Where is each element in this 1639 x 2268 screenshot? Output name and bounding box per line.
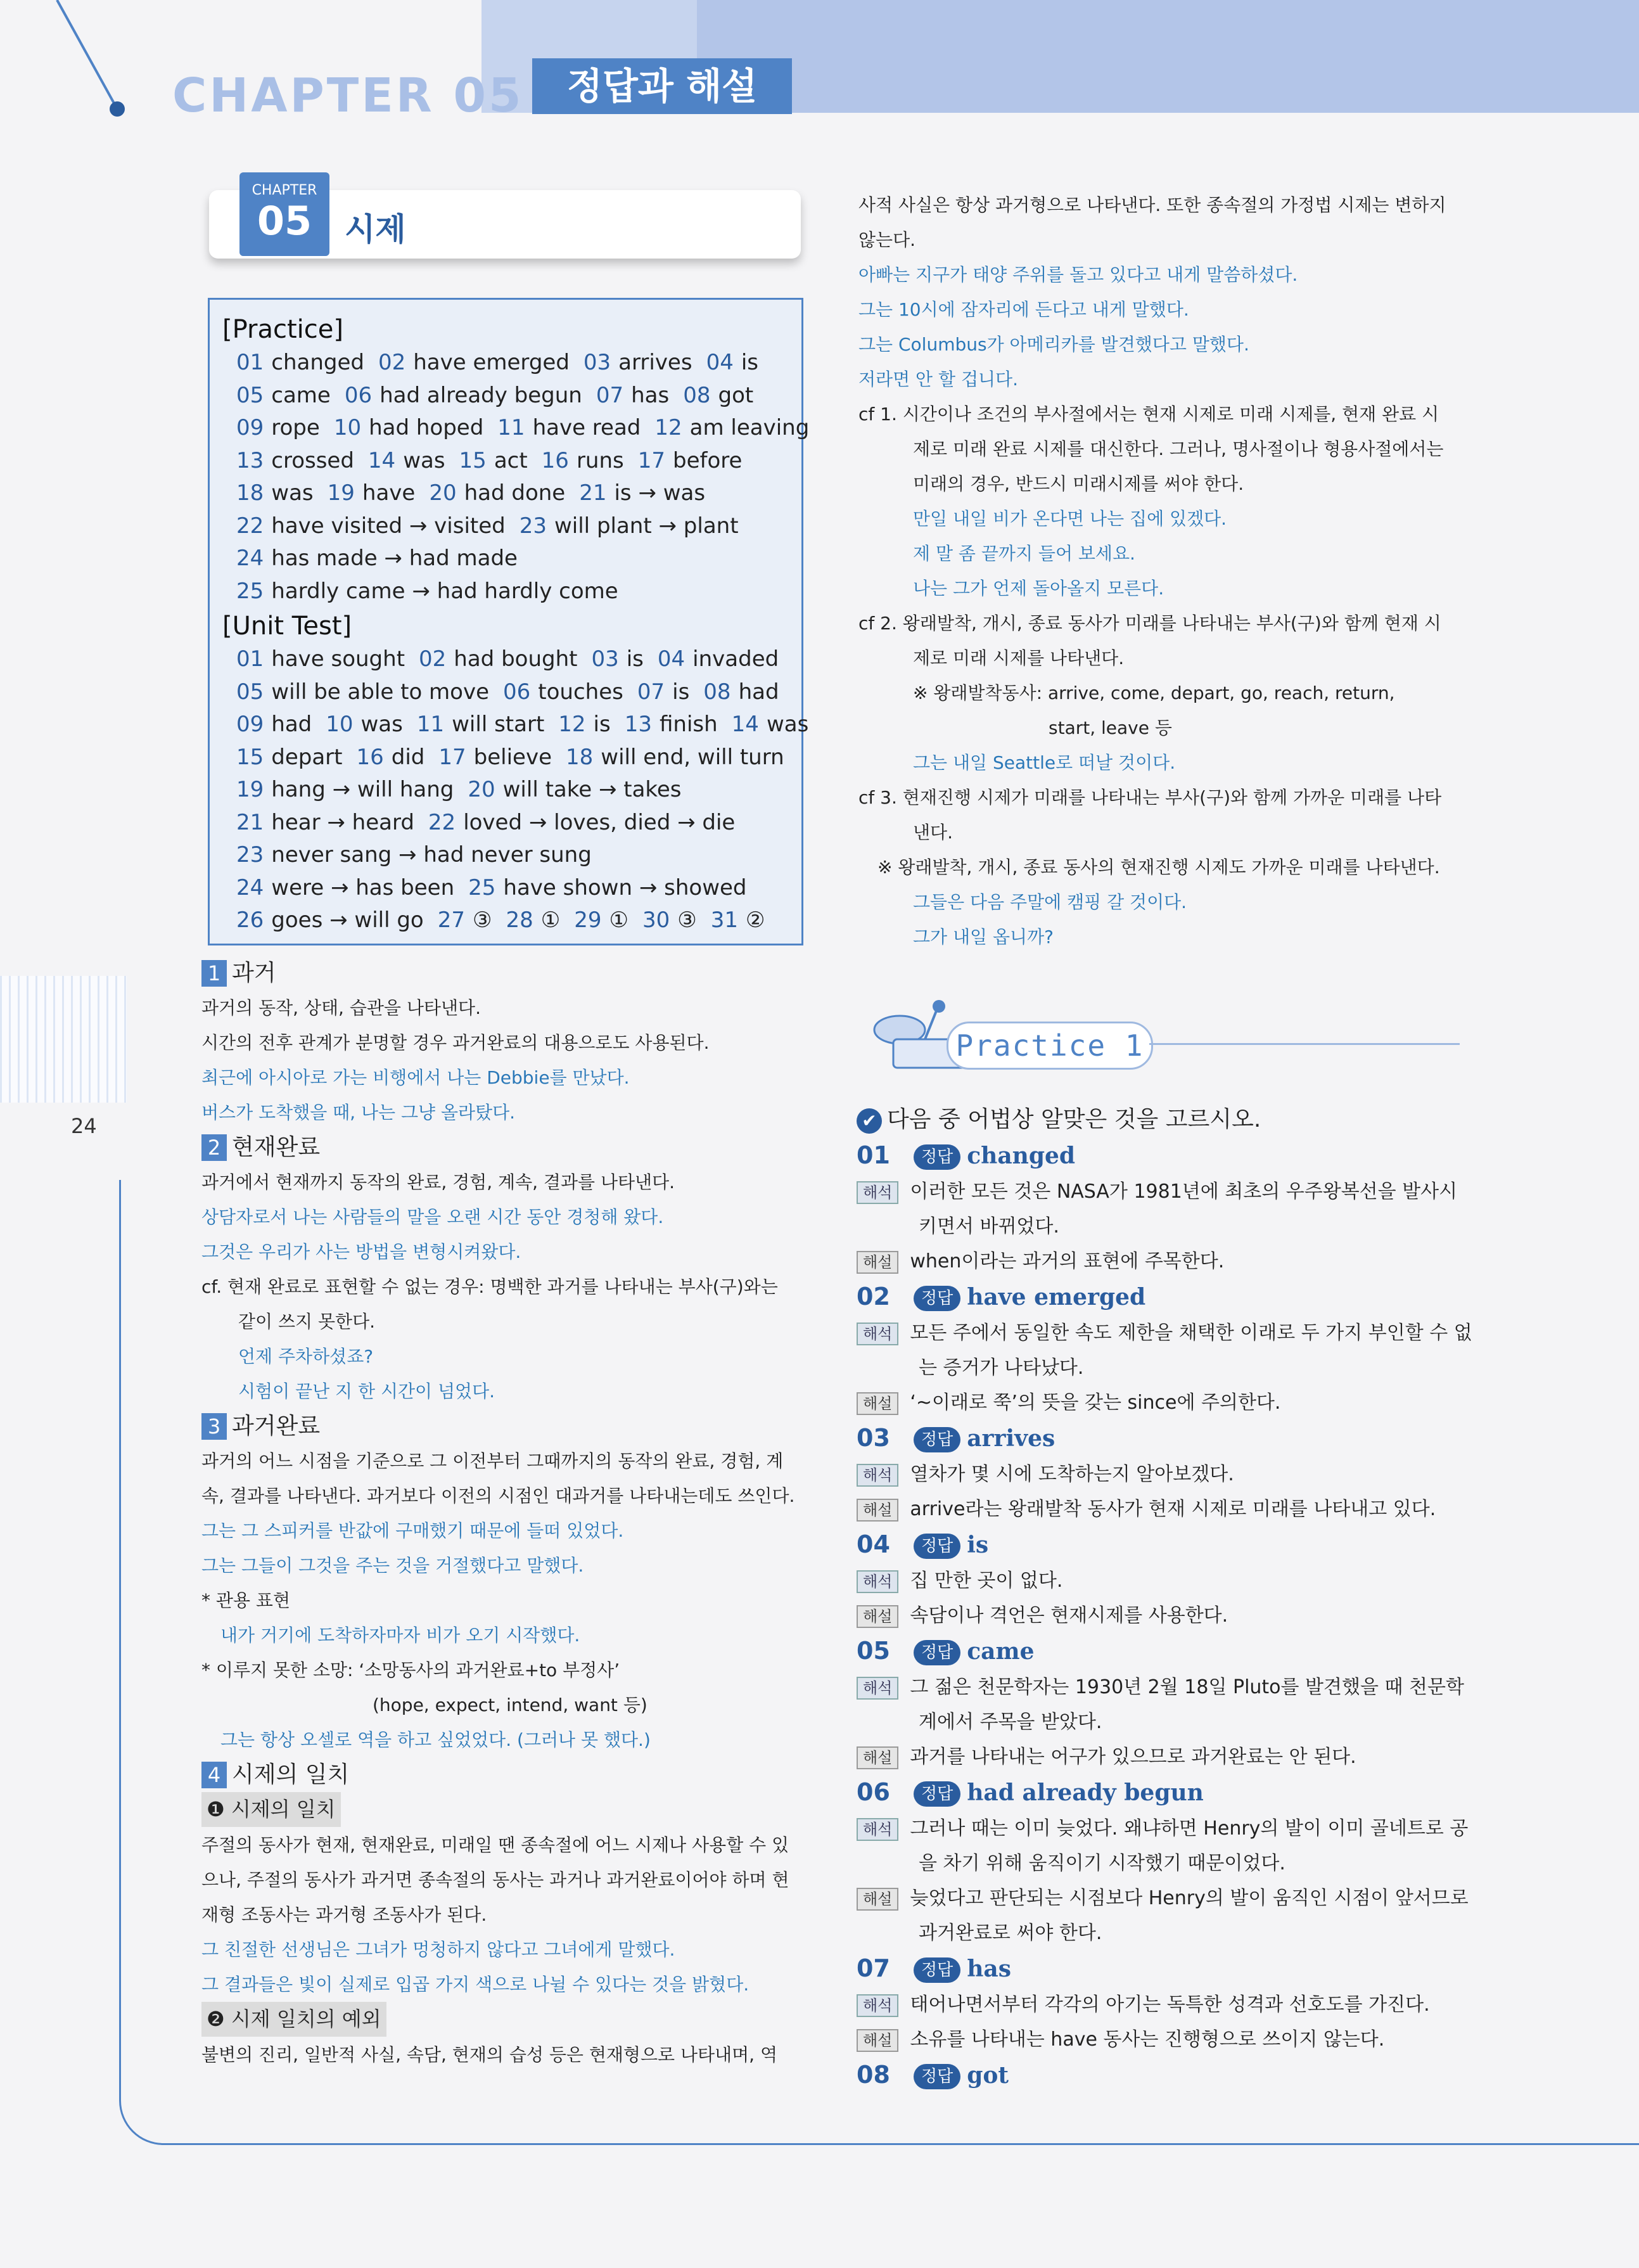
- answer-value: arrives: [618, 350, 692, 375]
- commentary-tag: 해설: [857, 2029, 898, 2052]
- explanation-text: 속담이나 격언은 현재시제를 사용한다.: [910, 1605, 1228, 1627]
- question-answer: [857, 1951, 1465, 1987]
- answer-value: will start: [452, 712, 545, 737]
- example-sentence: 만일 내일 비가 온다면 나는 집에 있겠다.: [913, 508, 1227, 529]
- translation-tag: 해석: [857, 1464, 898, 1487]
- practice-rule: [1149, 1043, 1460, 1045]
- text-line: 같이 쓰지 못한다.: [238, 1311, 376, 1332]
- text-line: cf 1. 시간이나 조건의 부사절에서는 현재 시제로 미래 시제를, 현재 완료 시: [858, 404, 1439, 425]
- answer-value: goes → will go: [271, 907, 424, 933]
- explanation-line: [857, 1563, 1465, 1598]
- answer-badge: 정답: [914, 2064, 960, 2089]
- answer-number: 07: [596, 382, 624, 408]
- example-sentence: 나는 그가 언제 돌아올지 모른다.: [913, 578, 1164, 599]
- answer-value: is: [626, 646, 644, 672]
- answer-badge: 정답: [914, 1957, 960, 1983]
- answer-value: hang → will hang: [271, 777, 454, 802]
- answer-number: 28: [506, 907, 533, 933]
- answer-number: 02: [419, 646, 447, 672]
- explanation-text: 늦었다고 판단되는 시점보다 Henry의 발이 움직인 시점이 앞서므로: [910, 1887, 1469, 1909]
- answer-number: 15: [236, 744, 264, 770]
- answer-value: was: [403, 447, 445, 473]
- example-sentence: 그는 항상 오셀로 역을 하고 싶었었다. (그러나 못 했다.): [220, 1729, 651, 1750]
- translation-tag: 해석: [857, 1994, 898, 2017]
- explanation-line: [857, 1316, 1472, 1350]
- answer-line: [222, 708, 809, 741]
- answer-line: [222, 774, 789, 807]
- answer-number: 23: [519, 513, 547, 539]
- explanation-text: when이라는 과거의 표현에 주목한다.: [910, 1250, 1225, 1272]
- text-line: cf 2. 왕래발착, 개시, 종료 동사가 미래를 나타내는 부사(구)와 함께 현재 시: [858, 613, 1441, 634]
- commentary-tag: 해설: [857, 1392, 898, 1415]
- answer-value: have read: [532, 415, 641, 440]
- answer-line: [222, 839, 789, 872]
- text-line: 과거의 어느 시점을 기준으로 그 이전부터 그때까지의 동작의 완료, 경험, 계: [201, 1451, 784, 1471]
- explanation-text: 열차가 몇 시에 도착하는지 알아보겠다.: [910, 1463, 1234, 1485]
- example-sentence: 그는 그들이 그것을 주는 것을 거절했다고 말했다.: [201, 1555, 584, 1576]
- chapter-badge-number: 05: [257, 198, 312, 244]
- answer-box: [208, 298, 810, 945]
- text-line: * 이루지 못한 소망: ‘소망동사의 과거완료+to 부정사’: [201, 1660, 620, 1681]
- answer-value: ①: [609, 907, 628, 933]
- question-answer: [857, 1137, 1465, 1174]
- answer-number: 20: [468, 777, 495, 802]
- answer-number: 04: [657, 646, 686, 672]
- page-number: 24: [71, 1114, 97, 1138]
- answer-number: 14: [731, 712, 759, 737]
- answer-number: 08: [703, 679, 731, 705]
- explanation-line: [857, 1492, 1465, 1527]
- answer-value: have sought: [271, 646, 405, 672]
- chapter-heading: CHAPTER 05: [172, 68, 524, 123]
- answer-badge: 정답: [914, 1286, 960, 1311]
- example-sentence: 그들은 다음 주말에 캠핑 갈 것이다.: [913, 892, 1187, 913]
- explanation-text: 계에서 주목을 받았다.: [919, 1711, 1102, 1733]
- text-line: start, leave 등: [1049, 717, 1172, 738]
- answer-line: [222, 510, 789, 543]
- text-line: 제로 미래 시제를 나타낸다.: [913, 648, 1125, 669]
- answer-line: [222, 904, 789, 937]
- section-heading: [201, 956, 810, 990]
- question-number: 01: [857, 1141, 890, 1169]
- answer-badge: 정답: [914, 1640, 960, 1665]
- answer-number: 11: [497, 415, 525, 440]
- answer-value: was: [271, 480, 314, 506]
- practice-answers: [857, 1101, 1472, 2094]
- answer-number: 19: [236, 777, 264, 802]
- text-line: 미래의 경우, 반드시 미래시제를 써야 한다.: [913, 473, 1244, 494]
- translation-tag: 해석: [857, 1677, 898, 1700]
- answer-value: was: [360, 712, 403, 737]
- practice-heading: [Practice]: [222, 315, 343, 344]
- text-line: 제로 미래 완료 시제를 대신한다. 그러나, 명사절이나 형용사절에서는: [913, 439, 1444, 459]
- header-band-dark: [697, 0, 1639, 113]
- answer-badge: 정답: [914, 1781, 960, 1807]
- answer-value: believe: [473, 744, 552, 770]
- section-title: 과거: [232, 960, 276, 986]
- text-line: 과거에서 현재까지 동작의 완료, 경험, 계속, 결과를 나타낸다.: [201, 1172, 675, 1193]
- answer-value: is → was: [614, 480, 706, 506]
- commentary-tag: 해설: [857, 1746, 898, 1769]
- example-sentence: 상담자로서 나는 사람들의 말을 오랜 시간 동안 경청해 왔다.: [201, 1207, 664, 1227]
- answer-value: invaded: [692, 646, 779, 672]
- explanation-text: 집 만한 곳이 없다.: [910, 1570, 1063, 1592]
- question-number: 03: [857, 1424, 890, 1452]
- answer-number: 22: [236, 513, 264, 539]
- section-number: 2: [201, 1134, 227, 1161]
- translation-tag: 해석: [857, 1181, 898, 1204]
- corner-decoration: [0, 0, 127, 127]
- answer-line: [222, 807, 789, 840]
- section-heading: [201, 1130, 810, 1165]
- text-line: * 관용 표현: [201, 1590, 290, 1611]
- text-line: 으나, 주절의 동사가 과거면 종속절의 동사는 과거나 과거완료이어야 하며 현: [201, 1869, 789, 1890]
- answer-number: 20: [429, 480, 457, 506]
- commentary-tag: 해설: [857, 1499, 898, 1522]
- checkmark-icon: ✔: [857, 1108, 882, 1134]
- answer-line: [222, 872, 789, 905]
- answer-value: will plant → plant: [554, 513, 739, 539]
- explanation-text: 태어나면서부터 각각의 아기는 독특한 성격과 선호도를 가진다.: [910, 1994, 1430, 2016]
- answer-line: [222, 643, 789, 676]
- explanation-text: 과거완료로 써야 한다.: [919, 1922, 1102, 1944]
- explanation-text: ‘~이래로 쭉’의 뜻을 갖는 since에 주의한다.: [910, 1392, 1281, 1414]
- text-line: 않는다.: [858, 229, 916, 250]
- answer-number: 18: [236, 480, 264, 506]
- text-line: cf. 현재 완료로 표현할 수 없는 경우: 명백한 과거를 나타내는 부사(구)와는: [201, 1276, 778, 1297]
- example-sentence: 그 친절한 선생님은 그녀가 멍청하지 않다고 그녀에게 말했다.: [201, 1939, 675, 1960]
- question-answer: [857, 1527, 1465, 1563]
- question-number: 06: [857, 1778, 890, 1806]
- answer-value: ①: [540, 907, 561, 933]
- answer-value: will end, will turn: [601, 744, 784, 770]
- answer-number: 31: [710, 907, 738, 933]
- explanation-text: 는 증거가 나타났다.: [919, 1357, 1084, 1379]
- example-sentence: 그는 Columbus가 아메리카를 발견했다고 말했다.: [858, 334, 1249, 355]
- answer-value: finish: [659, 712, 718, 737]
- answer-value: have: [362, 480, 416, 506]
- explanation-line: [857, 1739, 1465, 1774]
- answer-value: touches: [538, 679, 623, 705]
- answer-text: came: [967, 1638, 1035, 1665]
- example-sentence: 그 결과들은 빛이 실제로 입곱 가지 색으로 나뉠 수 있다는 것을 밝혔다.: [201, 1974, 749, 1995]
- explanation-text: 키면서 바뀌었다.: [919, 1215, 1059, 1238]
- answer-value: hardly came → had hardly come: [271, 578, 618, 604]
- explanation-line: [857, 1670, 1465, 1705]
- answer-value: had done: [464, 480, 566, 506]
- answer-text: have emerged: [967, 1284, 1146, 1310]
- answer-value: am leaving: [689, 415, 810, 440]
- explanation-line: [857, 1916, 1465, 1951]
- answer-number: 17: [637, 447, 665, 473]
- answer-line: [222, 380, 789, 413]
- explanation-line: [857, 1350, 1465, 1385]
- answer-value: hear → heard: [271, 809, 414, 835]
- answer-number: 17: [438, 744, 466, 770]
- explanation-line: [857, 1846, 1465, 1881]
- text-line: 속, 결과를 나타낸다. 과거보다 이전의 시점인 대과거를 나타내는데도 쓰인다.: [201, 1485, 795, 1506]
- answer-number: 12: [654, 415, 682, 440]
- example-sentence: 최근에 아시아로 가는 비행에서 나는 Debbie를 만났다.: [201, 1067, 630, 1088]
- section-tab: 정답과 해설: [532, 58, 792, 114]
- section-title: 시제의 일치: [232, 1762, 350, 1788]
- section-heading: [201, 1757, 810, 1792]
- question-answer: [857, 1633, 1465, 1670]
- translation-tag: 해석: [857, 1818, 898, 1841]
- answer-number: 23: [236, 842, 264, 868]
- answer-line: [222, 575, 789, 608]
- example-sentence: 그가 내일 옵니까?: [913, 926, 1054, 947]
- answer-number: 26: [236, 907, 264, 933]
- page-title: 시제: [345, 211, 406, 248]
- question-number: 07: [857, 1954, 890, 1982]
- example-sentence: 아빠는 지구가 태양 주위를 돌고 있다고 내게 말씀하셨다.: [858, 264, 1298, 285]
- answer-number: 05: [236, 382, 264, 408]
- text-line: 불변의 진리, 일반적 사실, 속담, 현재의 습성 등은 현재형으로 나타내며, 역: [201, 2044, 778, 2065]
- instruction: [857, 1101, 1465, 1137]
- answer-value: have emerged: [413, 350, 570, 375]
- answer-text: is: [967, 1532, 989, 1558]
- answer-badge: 정답: [914, 1427, 960, 1452]
- section-number: 3: [201, 1413, 227, 1440]
- answer-value: had: [738, 679, 779, 705]
- answer-value: never sang → had never sung: [271, 842, 592, 868]
- answer-line: [222, 347, 789, 380]
- question-number: 05: [857, 1637, 890, 1665]
- answer-value: had hoped: [369, 415, 484, 440]
- example-sentence: 그것은 우리가 사는 방법을 변형시켜왔다.: [201, 1241, 521, 1262]
- answer-value: depart: [271, 744, 343, 770]
- answer-text: has: [967, 1956, 1012, 1982]
- subsection-heading: [201, 2002, 810, 2037]
- explanation-line: [857, 1209, 1465, 1244]
- example-sentence: 언제 주차하셨죠?: [238, 1346, 374, 1367]
- answer-number: 06: [344, 382, 373, 408]
- text-line: cf 3. 현재진행 시제가 미래를 나타내는 부사(구)와 함께 가까운 미래를 나타: [858, 787, 1442, 808]
- answer-number: 03: [591, 646, 619, 672]
- answer-text: got: [967, 2062, 1009, 2089]
- answer-value: got: [718, 382, 754, 408]
- answer-badge: 정답: [914, 1144, 960, 1170]
- answer-number: 27: [437, 907, 465, 933]
- answer-value: before: [673, 447, 743, 473]
- answer-number: 06: [503, 679, 531, 705]
- answer-number: 05: [236, 679, 264, 705]
- answer-number: 16: [541, 447, 569, 473]
- answer-value: ③: [473, 907, 492, 933]
- answer-number: 14: [367, 447, 396, 473]
- explanation-line: [857, 1598, 1465, 1633]
- answer-line: [222, 477, 789, 510]
- text-line: 시간의 전후 관계가 분명할 경우 과거완료의 대용으로도 사용된다.: [201, 1032, 710, 1053]
- question-answer: [857, 2057, 1465, 2094]
- answer-value: loved → loves, died → die: [463, 809, 736, 835]
- section-number: 1: [201, 960, 227, 987]
- example-sentence: 내가 거기에 도착하자마자 비가 오기 시작했다.: [220, 1625, 580, 1646]
- example-sentence: 저라면 안 할 겁니다.: [858, 369, 1018, 390]
- answer-line: [222, 542, 789, 575]
- explanation-line: [857, 1244, 1465, 1279]
- answer-number: 30: [642, 907, 670, 933]
- question-number: 02: [857, 1283, 890, 1310]
- answer-line: [222, 676, 789, 709]
- answer-value: have shown → showed: [503, 875, 747, 900]
- answer-value: ③: [677, 907, 697, 933]
- answer-number: 08: [683, 382, 711, 408]
- answer-value: had bought: [454, 646, 578, 672]
- question-number: 08: [857, 2061, 890, 2089]
- right-column-top: [858, 188, 1467, 954]
- commentary-tag: 해설: [857, 1605, 898, 1628]
- explanation-line: [857, 1385, 1465, 1420]
- explanation-line: [857, 1881, 1469, 1916]
- answer-number: 24: [236, 546, 264, 571]
- answer-line: [222, 741, 789, 774]
- left-margin-band: [0, 976, 127, 1103]
- commentary-tag: 해설: [857, 1888, 898, 1911]
- answer-number: 19: [327, 480, 355, 506]
- answer-value: act: [494, 447, 528, 473]
- answer-number: 09: [236, 712, 264, 737]
- answer-value: ②: [746, 907, 765, 933]
- chapter-badge-label: CHAPTER: [252, 183, 317, 198]
- explanation-line: [857, 2022, 1465, 2057]
- example-sentence: 그는 10시에 잠자리에 든다고 내게 말했다.: [858, 299, 1189, 320]
- answer-number: 16: [356, 744, 384, 770]
- question-answer: [857, 1774, 1465, 1811]
- question-answer: [857, 1420, 1465, 1457]
- explanation-text: 소유를 나타내는 have 동사는 진행형으로 쓰이지 않는다.: [910, 2028, 1385, 2051]
- question-answer: [857, 1279, 1465, 1316]
- answer-number: 15: [459, 447, 487, 473]
- text-line: 낸다.: [913, 822, 953, 843]
- answer-number: 21: [579, 480, 607, 506]
- answer-value: will take → takes: [502, 777, 682, 802]
- answer-badge: 정답: [914, 1534, 960, 1559]
- subsection-heading: [201, 1792, 810, 1828]
- text-line: 주절의 동사가 현재, 현재완료, 미래일 땐 종속절에 어느 시제나 사용할 수 있: [201, 1835, 789, 1855]
- translation-tag: 해석: [857, 1323, 898, 1345]
- answer-number: 09: [236, 415, 264, 440]
- example-sentence: 그는 내일 Seattle로 떠날 것이다.: [913, 752, 1176, 773]
- answer-number: 21: [236, 809, 264, 835]
- example-sentence: 버스가 도착했을 때, 나는 그냥 올라탔다.: [201, 1102, 516, 1123]
- answer-value: is: [741, 350, 759, 375]
- answer-value: was: [766, 712, 809, 737]
- answer-number: 10: [333, 415, 362, 440]
- answer-value: will be able to move: [271, 679, 490, 705]
- text-line: 재형 조동사는 과거형 조동사가 된다.: [201, 1904, 487, 1925]
- answer-value: is: [593, 712, 611, 737]
- answer-number: 25: [236, 578, 264, 604]
- explanation-line: [857, 1457, 1465, 1492]
- explanation-line: [857, 1987, 1465, 2022]
- explanation-text: 모든 주에서 동일한 속도 제한을 채택한 이래로 두 가지 부인할 수 없: [910, 1322, 1472, 1344]
- section-number: 4: [201, 1762, 227, 1788]
- subsection-label: ❶ 시제의 일치: [201, 1792, 341, 1827]
- answer-value: changed: [271, 350, 364, 375]
- instruction-text: 다음 중 어법상 알맞은 것을 고르시오.: [887, 1106, 1261, 1132]
- answer-line: [222, 445, 789, 478]
- answer-value: has made → had made: [271, 546, 518, 571]
- answer-number: 07: [637, 679, 665, 705]
- answer-number: 03: [583, 350, 611, 375]
- example-sentence: 제 말 좀 끝까지 들어 보세요.: [913, 543, 1135, 564]
- practice-label: Practice 1: [947, 1022, 1153, 1070]
- question-number: 04: [857, 1530, 890, 1558]
- answer-number: 04: [706, 350, 734, 375]
- section-heading: [201, 1409, 810, 1444]
- answer-value: did: [391, 744, 425, 770]
- answer-number: 11: [416, 712, 445, 737]
- answer-value: had already begun: [379, 382, 582, 408]
- commentary-tag: 해설: [857, 1251, 898, 1274]
- answer-number: 13: [624, 712, 652, 737]
- answer-value: crossed: [271, 447, 354, 473]
- answer-number: 02: [378, 350, 406, 375]
- text-line: ※ 왕래발착, 개시, 종료 동사의 현재진행 시제도 가까운 미래를 나타낸다.: [877, 857, 1440, 878]
- unit-test-heading: [Unit Test]: [222, 612, 352, 641]
- left-column: [201, 956, 810, 2072]
- translation-tag: 해석: [857, 1570, 898, 1593]
- answer-value: runs: [576, 447, 624, 473]
- text-line: (hope, expect, intend, want 등): [373, 1695, 647, 1715]
- answer-number: 01: [236, 350, 264, 375]
- text-line: 사적 사실은 항상 과거형으로 나타낸다. 또한 종속절의 가정법 시제는 변하지: [858, 195, 1446, 215]
- answer-text: changed: [967, 1143, 1076, 1169]
- example-sentence: 시험이 끝난 지 한 시간이 넘었다.: [238, 1381, 495, 1402]
- explanation-text: 을 차기 위해 움직이기 시작했기 때문이었다.: [919, 1852, 1285, 1874]
- answer-number: 25: [468, 875, 496, 900]
- text-line: ※ 왕래발착동사: arrive, come, depart, go, reach, return,: [913, 682, 1395, 703]
- text-line: 과거의 동작, 상태, 습관을 나타낸다.: [201, 997, 481, 1018]
- explanation-line: [857, 1811, 1469, 1846]
- answer-value: have visited → visited: [271, 513, 506, 539]
- explanation-text: 그 젊은 천문학자는 1930년 2월 18일 Pluto를 발견했을 때 천문학: [910, 1676, 1464, 1698]
- answer-value: has: [631, 382, 670, 408]
- answer-number: 22: [428, 809, 456, 835]
- answer-line: [222, 412, 810, 445]
- answer-value: is: [672, 679, 690, 705]
- answer-value: were → has been: [271, 875, 455, 900]
- answer-number: 18: [566, 744, 594, 770]
- answer-number: 12: [558, 712, 586, 737]
- answer-number: 01: [236, 646, 264, 672]
- answer-value: had: [271, 712, 312, 737]
- answer-number: 24: [236, 875, 264, 900]
- answer-number: 29: [574, 907, 602, 933]
- example-sentence: 그는 그 스피커를 반값에 구매했기 때문에 들떠 있었다.: [201, 1520, 624, 1541]
- explanation-line: [857, 1174, 1465, 1209]
- answer-value: rope: [271, 415, 320, 440]
- section-title: 과거완료: [232, 1413, 321, 1439]
- answer-number: 13: [236, 447, 264, 473]
- answer-value: came: [271, 382, 331, 408]
- explanation-text: 그러나 때는 이미 늦었다. 왜냐하면 Henry의 발이 이미 골네트로 공: [910, 1817, 1469, 1840]
- explanation-text: 과거를 나타내는 어구가 있으므로 과거완료는 안 된다.: [910, 1746, 1356, 1768]
- explanation-line: [857, 1705, 1465, 1739]
- section-title: 현재완료: [232, 1134, 321, 1160]
- answer-text: arrives: [967, 1425, 1055, 1452]
- answer-text: had already begun: [967, 1779, 1204, 1806]
- answer-number: 10: [326, 712, 354, 737]
- explanation-text: arrive라는 왕래발착 동사가 현재 시제로 미래를 나타내고 있다.: [910, 1498, 1436, 1520]
- explanation-text: 이러한 모든 것은 NASA가 1981년에 최초의 우주왕복선을 발사시: [910, 1181, 1458, 1203]
- subsection-label: ❷ 시제 일치의 예외: [201, 2002, 386, 2037]
- chapter-badge: [239, 172, 329, 256]
